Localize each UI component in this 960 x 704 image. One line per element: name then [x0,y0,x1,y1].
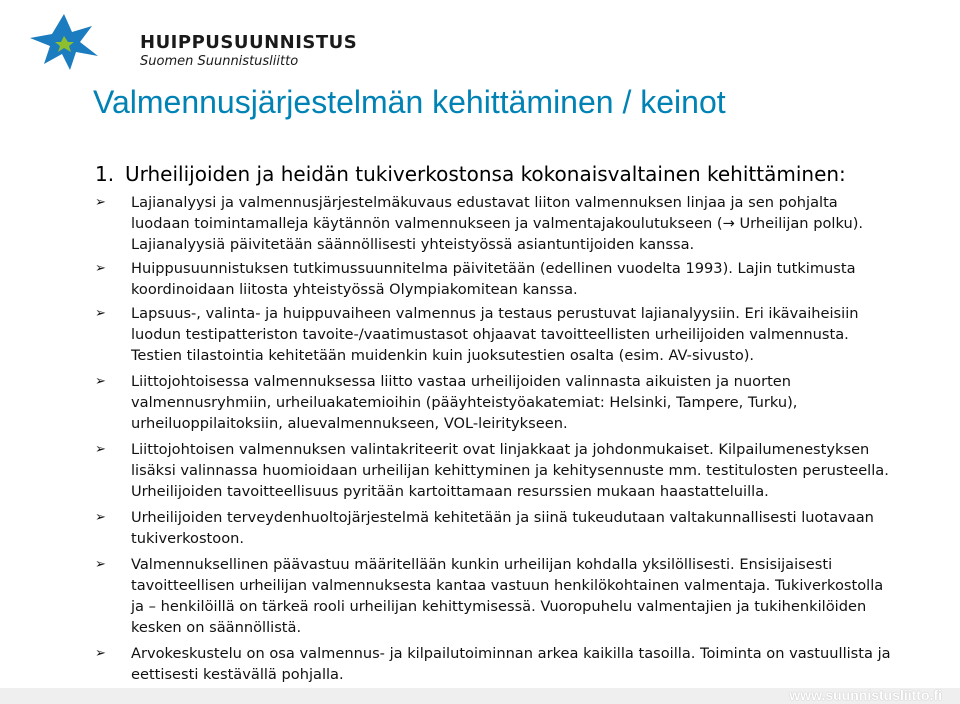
section-heading [95,162,846,186]
list-item-text: Liittojohtoisen valmennuksen valintakriteerit ovat linjakkaat ja johdonmukaiset. Kilpailumenestyksen lisäksi valinnassa huomioidaan urheilijan kehittyminen ja kehitysennuste mm. testitulosten perusteella. Urheilijoiden tavoitteellisuus pyritään kartoittamaan resurssien mukaan haastatteluilla. [131,441,889,500]
arrow-bullet-icon: ➢ [95,306,106,321]
list-item [95,554,895,638]
heading-text: Urheilijoiden ja heidän tukiverkostonsa kokonaisvaltainen kehittäminen: [125,162,846,186]
list-item [95,192,895,255]
list-item-text: Arvokeskustelu on osa valmennus- ja kilpailutoiminnan arkea kaikilla tasoilla. Toiminta on vastuullista ja eettisesti kestävällä pohjalla. [131,645,891,683]
list-item-text: Huippusuunnistuksen tutkimussuunnitelma päivitetään (edellinen vuodelta 1993). Lajin tutkimusta koordinoidaan liitosta yhteistyössä Olympiakomitean kanssa. [131,260,856,298]
list-item [95,303,895,366]
brand-title: HUIPPUSUUNNISTUS [140,32,358,53]
list-item [95,258,895,300]
brand-logo [22,12,358,72]
footer-url[interactable]: www.suunnistusliitto.fi [789,687,942,703]
list-item-text: Valmennuksellinen päävastuu määritellään kunkin urheilijan kohdalla yksilöllisesti. Ensisijaisesti tavoitteellisen urheilijan valmennuksesta kantaa vastuun henkilökohtainen valmentaja. Tukiverkostolla ja – henkilöillä on tärkeä rooli urheilijan kehittymisessä. Vuoropuhelu valmentajien ja tukihenkilöiden kesken on säännöllistä. [131,556,884,636]
list-item [95,439,895,502]
list-item-text: Lajianalyysi ja valmennusjärjestelmäkuvaus edustavat liiton valmennuksen linjaa ja sen pohjalta luodaan toimintamalleja käytännön valmennukseen ja valmentajakoulutukseen (→ Urheilijan polku). Lajianalyysiä päivitetään säännöllisesti yhteistyössä asiantuntijoiden kanssa. [131,194,864,253]
arrow-bullet-icon: ➢ [95,557,106,572]
heading-number: 1. [95,162,115,186]
arrow-bullet-icon: ➢ [95,510,106,525]
arrow-bullet-icon: ➢ [95,261,106,276]
list-item [95,643,895,685]
bullet-list [95,192,895,685]
slide-title: Valmennusjärjestelmän kehittäminen / keinot [93,84,726,120]
arrow-bullet-icon: ➢ [95,374,106,389]
star-logo-icon [22,12,106,72]
list-item [95,507,895,549]
arrow-bullet-icon: ➢ [95,195,106,210]
arrow-bullet-icon: ➢ [95,442,106,457]
arrow-bullet-icon: ➢ [95,646,106,661]
list-item [95,371,895,434]
list-item-text: Lapsuus-, valinta- ja huippuvaiheen valmennus ja testaus perustuvat lajianalyysiin. Eri ikävaiheisiin luodun testipatteriston tavoite-/vaatimustasot ohjaavat tavoitteellisten urheilijoiden valmennusta. Testien tilastointia kehitetään muidenkin kuin juoksutestien osalta (esim. AV-sivusto). [131,305,859,364]
brand-subtitle: Suomen Suunnistusliitto [140,54,299,69]
list-item-text: Liittojohtoisessa valmennuksessa liitto vastaa urheilijoiden valinnasta aikuisten ja nuorten valmennusryhmiin, urheiluakatemioihin (pääyhteistyöakatemiat: Helsinki, Tampere, Turku), urheiluoppilaitoksiin, aluevalmennukseen, VOL-leiritykseen. [131,373,798,432]
list-item-text: Urheilijoiden terveydenhuoltojärjestelmä kehitetään ja siinä tukeudutaan valtakunnallisesti luotavaan tukiverkostoon. [131,509,874,547]
